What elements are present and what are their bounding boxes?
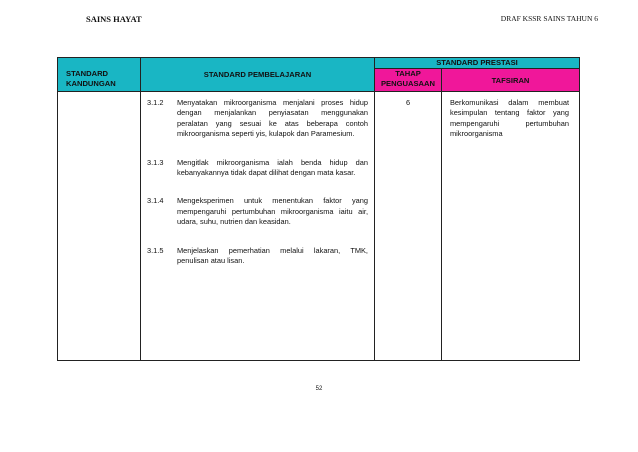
standards-table: [57, 57, 580, 361]
header-standard-pembelajaran: STANDARD PEMBELAJARAN: [141, 58, 375, 92]
cell-tafsiran-text: Berkomunikasi dalam membuat kesimpulan tentang faktor yang mempengaruhi pertumbuhan mikroorganisma: [442, 92, 580, 361]
list-item: [141, 158, 368, 179]
cell-standard-pembelajaran: [141, 92, 375, 361]
item-number: 3.1.5: [147, 245, 164, 255]
list-item: [141, 246, 368, 267]
item-number: 3.1.3: [147, 157, 164, 167]
list-item: [141, 98, 368, 140]
header-draft-title: DRAF KSSR SAINS TAHUN 6: [500, 14, 598, 23]
cell-standard-kandungan: [58, 92, 141, 361]
header-standard-prestasi: STANDARD PRESTASI: [375, 58, 580, 69]
page-number: 52: [315, 386, 323, 392]
header-tafsiran: TAFSIRAN: [442, 69, 580, 92]
header-standard-kandungan: STANDARD KANDUNGAN: [58, 58, 141, 92]
cell-tahap-value: 6: [375, 92, 442, 361]
item-text: Mengeksperimen untuk menentukan faktor yang mempengaruhi pertumbuhan mikroorganisma iaitu air, udara, suhu, nutrien dan keasidan.: [177, 196, 368, 227]
item-text: Mengitlak mikroorganisma ialah benda hidup dan kebanyakannya tidak dapat dilihat dengan mata kasar.: [177, 157, 368, 178]
item-number: 3.1.2: [147, 98, 164, 107]
item-text: Menyatakan mikroorganisma menjalani proses hidup dengan menjalankan penyiasatan menggunakan peralatan yang sesuai ke atas beberapa contoh mikroorganisma seperti yis, kulapok dan Paramesium.: [177, 98, 368, 139]
item-number: 3.1.4: [147, 196, 164, 206]
item-text: Menjelaskan pemerhatian melalui lakaran, TMK, penulisan atau lisan.: [177, 245, 368, 266]
list-item: [141, 196, 368, 227]
header-tahap-penguasaan: TAHAP PENGUASAAN: [375, 69, 442, 92]
header-subject: SAINS HAYAT: [86, 14, 142, 24]
